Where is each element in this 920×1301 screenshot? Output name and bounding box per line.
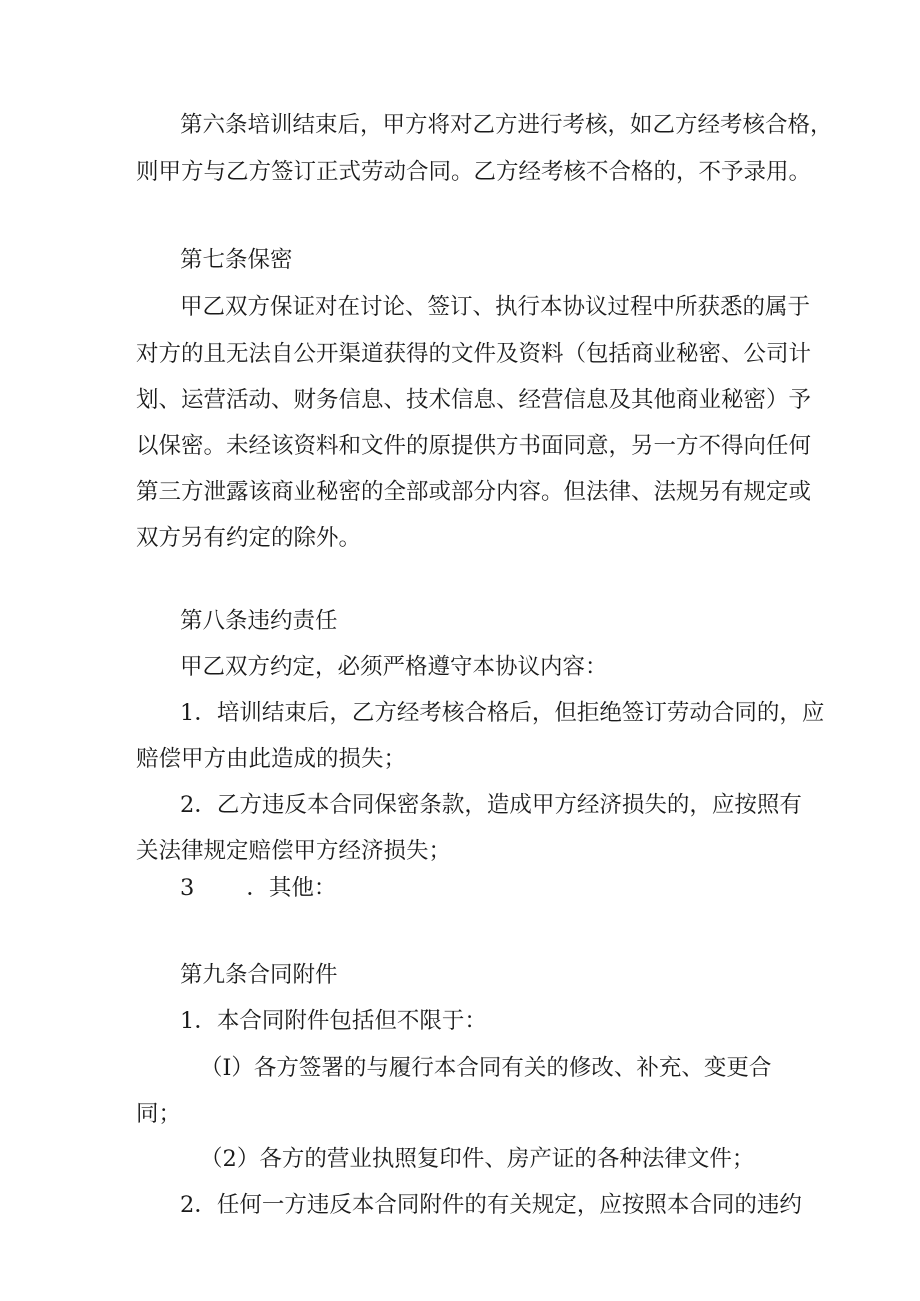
article8-heading: 第八条违约责任 — [180, 608, 338, 634]
article8-item2-line2: 关法律规定赔偿甲方经济损失； — [136, 838, 452, 864]
article9-sub1-line1: （I）各方签署的与履行本合同有关的修改、补充、变更合 — [200, 1055, 772, 1081]
article8-item1-line2: 赔偿甲方由此造成的损失； — [136, 746, 407, 772]
article9-item1: 1．本合同附件包括但不限于： — [180, 1008, 487, 1034]
article6-line2: 则甲方与乙方签订正式劳动合同。乙方经考核不合格的，不予录用。 — [136, 159, 812, 185]
article9-sub1-line2: 同； — [136, 1101, 182, 1127]
article7-line: 第三方泄露该商业秘密的全部或部分内容。但法律、法规另有规定或 — [136, 479, 812, 505]
article8-item3 — [180, 873, 336, 903]
article6-line1: 第六条培训结束后，甲方将对乙方进行考核，如乙方经考核合格， — [180, 112, 833, 138]
article8-item2-line1: 2．乙方违反本合同保密条款，造成甲方经济损失的，应按照有 — [180, 792, 802, 818]
article9-sub2: （2）各方的营业执照复印件、房产证的各种法律文件； — [200, 1146, 755, 1172]
article7-line: 对方的且无法自公开渠道获得的文件及资料（包括商业秘密、公司计 — [136, 341, 812, 367]
article8-item3-text: ．其他： — [246, 875, 337, 901]
article7-heading: 第七条保密 — [180, 247, 293, 273]
article7-line: 双方另有约定的除外。 — [136, 525, 362, 551]
article9-heading: 第九条合同附件 — [180, 962, 338, 988]
article7-line: 划、运营活动、财务信息、技术信息、经营信息及其他商业秘密）予 — [136, 387, 812, 413]
article7-line: 以保密。未经该资料和文件的原提供方书面同意，另一方不得向任何 — [136, 433, 812, 459]
article8-item3-number: 3 — [180, 875, 195, 901]
article7-line: 甲乙双方保证对在讨论、签订、执行本协议过程中所获悉的属于 — [180, 294, 811, 320]
article8-intro: 甲乙双方约定，必须严格遵守本协议内容： — [180, 654, 608, 680]
article8-item1-line1: 1．培训结束后，乙方经考核合格后，但拒绝签订劳动合同的，应 — [180, 700, 825, 726]
article9-item2: 2．任何一方违反本合同附件的有关规定，应按照本合同的违约 — [180, 1192, 802, 1218]
